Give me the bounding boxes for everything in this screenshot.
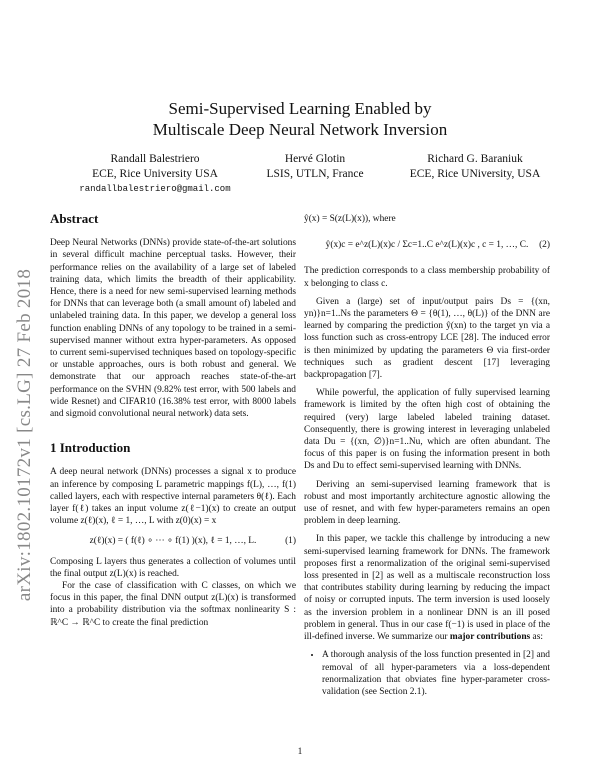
title-line-1: Semi-Supervised Learning Enabled by (168, 99, 432, 118)
right-paragraph-2: The prediction corresponds to a class membership probability of x belonging to class c. (304, 266, 550, 289)
equation-2 (304, 239, 550, 251)
author-affiliation: LSIS, UTLN, France (266, 168, 364, 180)
right-paragraph-6-end: as: (532, 632, 543, 643)
intro-paragraph-2: Composing L layers thus generates a collection of volumes until the final output z(L)(x) is reached. (50, 556, 296, 579)
author-2 (240, 152, 390, 182)
equation-2-body: ŷ(x)c = e^z(L)(x)c / Σc=1..C e^z(L)(x)c , c = 1, …, C. (325, 240, 529, 251)
right-paragraph-4: While powerful, the application of fully supervised learning framework is limited by the often high cost of obtaining the required (very) large labeled labeled training dataset. Consequently, there is growing interest in leveraging unlabeled data Du = {(xn, ∅)}n=1..Nu, which are often abundant. The focus of this paper is on fusing the information present in both Ds and Du to effect semi-supervised learning with DNNs. (304, 388, 550, 472)
equation-2-number: (2) (539, 240, 550, 251)
contributions-emphasis: major contributions (449, 632, 531, 643)
right-paragraph-6-text: In this paper, we tackle this challenge by introducing a new semi-supervised learning framework for DNNs. The framework proposes first a renormalization of the original semi-supervised loss presented in [2] as well as a multiscale reconstruction loss that contributes stability during learning by reducing the impact of noisy or corrupted inputs. The term inversion is used loosely as the inversion problem in a nonlinear DNN is an ill posed problem in general. Thus in our case f(−1) is used in place of the ill-defined inverse. We summarize our (304, 534, 550, 643)
author-name: Richard G. Baraniuk (427, 153, 523, 165)
softmax-definition: ŷ(x) = S(z(L)(x)), where (304, 214, 396, 224)
contribution-item: • A thorough analysis of the loss function presented in [2] and removal of all hyper-parameters via a loss-dependent renormalization that obviates fine hyper-parameter cross-validation (see Section 2.1). (322, 649, 550, 698)
author-3 (380, 152, 570, 182)
author-email: randallbalestriero@gmail.com (79, 184, 231, 194)
contributions-list (304, 649, 550, 698)
equation-1 (50, 535, 296, 547)
arxiv-stamp-text: arXiv:1802.10172v1 [cs.LG] 27 Feb 2018 (14, 268, 35, 602)
paper-title (0, 98, 600, 140)
right-paragraph-6 (304, 533, 550, 643)
left-column (50, 213, 296, 629)
abstract-text: Deep Neural Networks (DNNs) provide state-of-the-art solutions in several difficult machine perceptual tasks. However, their performance relies on the availability of a large set of labeled training data, which limits the breadth of their applicability. Hence, there is a need for new semi-supervised learning methods for DNNs that can leverage both (a small amount of) labeled and unlabeled training data. In this paper, we develop a general loss function enabling DNNs of any topology to be trained in a semi-supervised manner without extra hyper-parameters. As opposed to current semi-supervised techniques based on topology-specific or unstable approaches, ours is both robust and general. We demonstrate that our approach reaches state-of-the-art performance on the SVHN (9.82% test error, with 500 labels and wide Resnet) and CIFAR10 (16.38% test error, with 8000 labels and sigmoid convolutional neural network) data sets. (50, 238, 296, 420)
author-affiliation: ECE, Rice UNiversity, USA (409, 168, 541, 180)
author-name: Hervé Glotin (284, 153, 346, 165)
author-block (60, 152, 560, 202)
author-affiliation: ECE, Rice University USA (92, 168, 218, 180)
intro-paragraph-1: A deep neural network (DNNs) processes a signal x to produce an inference by composing L parametric mappings f(L), …, f(1) called layers, each with respective internal parameters θ(ℓ). Each layer f(ℓ) takes an input volume z(ℓ−1)(x) to create an output volume z(ℓ)(x), ℓ = 1, …, L with z(0)(x) = x (50, 467, 296, 527)
right-paragraph-5: Deriving an semi-supervised learning framework that is robust and most importantly architecture agnostic allowing the use of resnet, and with few hyper-parameters remains an open problem in deep learning. (304, 479, 550, 527)
right-column (304, 213, 550, 698)
arxiv-stamp (0, 205, 50, 665)
equation-1-body: z(ℓ)(x) = ( f(ℓ) ∘ ⋯ ∘ f(1) )(x), ℓ = 1, …, L. (89, 536, 257, 547)
author-1 (60, 152, 250, 197)
right-paragraph-3: Given a (large) set of input/output pairs Ds = {(xn, yn)}n=1..Ns the parameters Θ = {θ(1), …, θ(L)} of the DNN are learned by comparing the prediction ŷ(xn) to the target yn via a loss function such as cross-entropy LCE [28]. The induced error is then minimized by updating the parameters Θ via first-order techniques such as gradient descent [17] leveraging backpropagation [7]. (304, 296, 550, 381)
title-line-2: Multiscale Deep Neural Network Inversion (152, 120, 448, 139)
section-heading-introduction: 1 Introduction (50, 440, 131, 456)
page-number: 1 (297, 747, 303, 757)
author-name: Randall Balestriero (110, 153, 200, 165)
abstract-heading: Abstract (50, 211, 99, 226)
equation-1-number: (1) (285, 536, 296, 547)
intro-paragraph-3: For the case of classification with C classes, on which we focus in this paper, the final DNN output z(L)(x) is transformed into a probability distribution via the softmax nonlinearity S : ℝ^C → ℝ^C to create the final prediction (50, 581, 296, 628)
